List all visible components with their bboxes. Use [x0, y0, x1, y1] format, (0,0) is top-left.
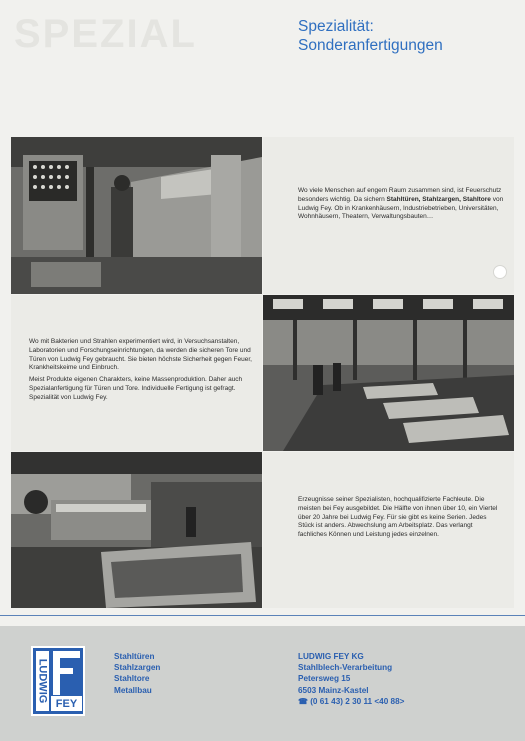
photo-press-brake-worker — [11, 137, 262, 294]
product-item: Metallbau — [114, 685, 152, 695]
text-block-3-para-1: Erzeugnisse seiner Spezialisten, hochqualifizierte Fachleute. Die meisten bei Fey ausgebildet. Die Hälfte von ihnen über 10, ein Viertel über 20 Jahre bei Ludwig Fey. Für sie gibt es keine Serien. Jedes Stück ist anders. Abwechslung am Arbeitsplatz. Das verlangt fachliches Können und Leistung jedes einzelnen. — [298, 496, 498, 539]
company-street: Petersweg 15 — [298, 674, 351, 684]
page-heading — [298, 17, 443, 55]
binder-hole — [493, 265, 507, 279]
ludwig-fey-logo — [31, 646, 85, 716]
heading-line-2: Sonderanfertigungen — [298, 37, 443, 54]
product-item: Stahlzargen — [114, 663, 161, 673]
photo-metal-shop — [11, 452, 262, 608]
text-block-2-para-2: Meist Produkte eigenen Charakters, keine Massenproduktion. Daher auch Spezialanfertigung für Türen und Tore. Individuelle Fertigung ist gefragt. Spezialität von Ludwig Fey. — [29, 376, 243, 401]
logo-word-ludwig: LUDWIG — [36, 658, 49, 704]
text-panel-fire-protection — [263, 137, 514, 294]
text-block-1-products: Stahltüren, Stahlzargen, Stahltore — [386, 195, 491, 203]
text-panel-specialists — [263, 452, 514, 608]
company-tagline: Stahlblech-Verarbeitung — [298, 663, 393, 673]
text-block-2-para-1: Wo mit Bakterien und Strahlen experimentiert wird, in Versuchsanstalten, Laboratorien und Forschungseinrichtungen, da werden die sicheren Tore und Türen von Ludwig Fey gebraucht. Sie bieten höchste Sicherheit gegen Feuer, Krankheitskeime und Einbruch. — [29, 338, 252, 372]
company-city: 6503 Mainz-Kastel — [298, 685, 369, 695]
text-block-1-part-2: von Ludwig Fey. Ob in Krankenhäusern, Industriebetrieben, Universitäten, Wohnhäusern, Theatern, Verwaltungsbauten… — [298, 195, 504, 221]
ghosted-bleed-through-text: SPEZIAL — [14, 12, 197, 56]
heading-line-1: Spezialität: — [298, 18, 374, 35]
product-item: Stahltore — [114, 674, 150, 684]
text-panel-laboratories — [11, 295, 262, 451]
company-name: LUDWIG FEY KG — [298, 652, 364, 661]
logo-word-fey: FEY — [55, 697, 78, 710]
company-phone: (0 61 43) 2 30 11 <40 88> — [310, 696, 405, 706]
photo-workshop-hall — [263, 295, 514, 451]
product-list — [114, 651, 160, 696]
blue-divider-line — [0, 615, 525, 616]
text-block-1-part-1: Wo viele Menschen auf engem Raum zusammen sind, ist Feuerschutz besonders wichtig. Da sichern — [298, 187, 502, 203]
company-phone-line — [298, 696, 404, 707]
product-item: Stahltüren — [114, 652, 155, 661]
company-address — [298, 651, 404, 707]
telephone-icon: ☎ — [298, 696, 309, 706]
